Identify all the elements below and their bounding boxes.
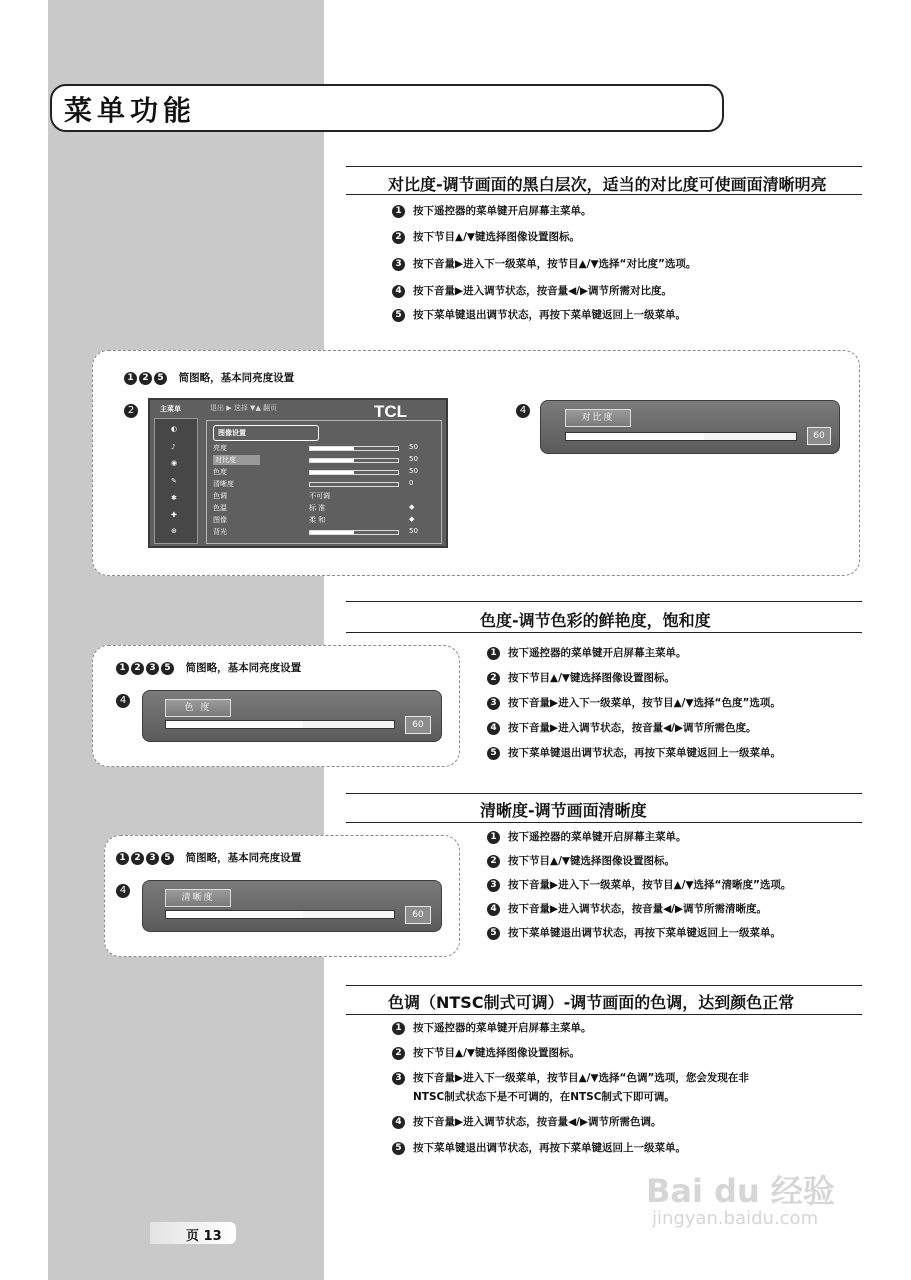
section-rule [346, 166, 862, 167]
tools-icon: ✎ [171, 477, 177, 485]
slider-value: 60 [807, 427, 831, 445]
menu-row [213, 443, 437, 455]
section-rule [346, 822, 862, 823]
panel-step-number: 4 [116, 688, 130, 708]
contrast-panel-caption: 1 2 5 简图略，基本同亮度设置 [124, 370, 294, 385]
menu-row-value: 50 [409, 467, 418, 475]
slider-label: 色 度 [165, 699, 231, 717]
color-step-4: 4 按下音量▶进入调节状态，按音量◀/▶调节所需色度。 [487, 720, 757, 735]
brand-logo: TCL [374, 402, 408, 421]
baidu-watermark-logo: Bai du 经验 [646, 1172, 835, 1210]
menu-row-value: 0 [409, 479, 414, 487]
page-title: 菜单功能 [64, 94, 197, 127]
section-rule [346, 793, 862, 794]
tint-step-3-continued: NTSC制式状态下是不可调的，在NTSC制式下即可调。 [413, 1091, 675, 1103]
menu-icon-column [154, 418, 198, 544]
contrast-step-3: 3 按下音量▶进入下一级菜单，按节目▲/▼选择“对比度”选项。 [392, 256, 696, 271]
color-step-3: 3 按下音量▶进入下一级菜单，按节目▲/▼选择“色度”选项。 [487, 695, 781, 710]
menu-row-option: 标 准 [309, 504, 326, 512]
color-step-1: 1 按下遥控器的菜单键开启屏幕主菜单。 [487, 645, 687, 660]
color-step-5: 5 按下菜单键退出调节状态，再按下菜单键返回上一级菜单。 [487, 745, 781, 760]
sharpness-step-5: 5 按下菜单键退出调节状态，再按下菜单键返回上一级菜单。 [487, 925, 781, 940]
menu-row [213, 491, 437, 503]
color-step-2: 2 按下节目▲/▼键选择图像设置图标。 [487, 670, 675, 685]
menu-content-area [206, 420, 442, 544]
tint-title: 色调（NTSC制式可调）-调节画面的色调，达到颜色正常 [388, 993, 795, 1012]
contrast-step-4: 4 按下音量▶进入调节状态，按音量◀/▶调节所需对比度。 [392, 283, 672, 298]
sound-icon: ♪ [171, 443, 176, 451]
slider-track [165, 910, 395, 919]
sharpness-step-3: 3 按下音量▶进入下一级菜单，按节目▲/▼选择“清晰度”选项。 [487, 877, 791, 892]
slider-track [165, 720, 395, 729]
sharpness-slider-osd [142, 880, 442, 932]
contrast-slider-osd [540, 400, 840, 454]
menu-row-bar [309, 470, 399, 475]
menu-row-option: 不可调 [309, 492, 330, 500]
menu-row-label: 背光 [213, 528, 227, 536]
contrast-title: 对比度-调节画面的黑白层次，适当的对比度可使画面清晰明亮 [388, 175, 827, 194]
panel-step-number: 4 [516, 398, 530, 418]
sharpness-step-1: 1 按下遥控器的菜单键开启屏幕主菜单。 [487, 829, 687, 844]
menu-row [213, 467, 437, 479]
menu-row-value: 50 [409, 443, 418, 451]
menu-row-bar [309, 530, 399, 535]
menu-selected-heading: 图像设置 [213, 425, 319, 441]
clock-icon: ◉ [171, 459, 178, 467]
menu-row [213, 503, 437, 515]
tint-step-3: 3 按下音量▶进入下一级菜单，按节目▲/▼选择“色调”选项，您会发现在非 [392, 1070, 749, 1085]
menu-row-label: 色温 [213, 504, 227, 512]
menu-row-value: 50 [409, 527, 418, 535]
menu-row [213, 479, 437, 491]
slider-fill [166, 721, 303, 728]
slider-value: 60 [405, 906, 431, 924]
sharpness-panel-caption: 1 2 3 5 简图略，基本同亮度设置 [116, 850, 301, 865]
tint-step-4: 4 按下音量▶进入调节状态，按音量◀/▶调节所需色调。 [392, 1114, 662, 1129]
menu-row-label: 清晰度 [213, 480, 234, 488]
menu-row-value: ◆ [409, 515, 415, 523]
menu-row-bar [309, 446, 399, 451]
main-menu-title: 主菜单 [160, 405, 181, 413]
tint-step-1: 1 按下遥控器的菜单键开启屏幕主菜单。 [392, 1020, 592, 1035]
section-rule [346, 601, 862, 602]
menu-row-bar [309, 482, 399, 487]
tint-step-5: 5 按下菜单键退出调节状态，再按下菜单键返回上一级菜单。 [392, 1140, 686, 1155]
contrast-step-1: 1 按下遥控器的菜单键开启屏幕主菜单。 [392, 203, 592, 218]
slider-label: 对比度 [565, 409, 631, 427]
menu-row-label: 亮度 [213, 444, 227, 452]
section-rule [346, 632, 862, 633]
menu-row-value: ◆ [409, 503, 415, 511]
search-icon: ⊕ [171, 527, 177, 535]
slider-value: 60 [405, 716, 431, 734]
menu-row [213, 515, 437, 527]
color-panel-caption: 1 2 3 5 简图略，基本同亮度设置 [116, 660, 301, 675]
sharpness-step-4: 4 按下音量▶进入调节状态，按音量◀/▶调节所需清晰度。 [487, 901, 767, 916]
slider-fill [166, 911, 303, 918]
section-rule [346, 194, 862, 195]
slider-label: 清晰度 [165, 889, 231, 907]
section-rule [346, 1014, 862, 1015]
channel-icon: ✚ [171, 511, 177, 519]
menu-row-label: 图像 [213, 516, 227, 524]
tint-step-2: 2 按下节目▲/▼键选择图像设置图标。 [392, 1045, 580, 1060]
menu-row [213, 455, 437, 467]
menu-rows [213, 443, 437, 539]
color-title: 色度-调节色彩的鲜艳度，饱和度 [480, 611, 711, 630]
menu-row-label: 色调 [213, 492, 227, 500]
contrast-step-5: 5 按下菜单键退出调节状态，再按下菜单键返回上一级菜单。 [392, 307, 686, 322]
panel-step-number: 4 [116, 878, 130, 898]
menu-row-value: 50 [409, 455, 418, 463]
panel-step-number: 2 [124, 398, 138, 418]
menu-row [213, 527, 437, 539]
page-number: 页 13 [186, 1229, 222, 1244]
watermark-url: jingyan.baidu.com [652, 1208, 819, 1229]
section-rule [346, 985, 862, 986]
side-gray-band [48, 0, 324, 1280]
picture-icon: ◐ [171, 425, 178, 433]
menu-row-label: 对比度 [213, 455, 260, 465]
menu-row-label: 色度 [213, 468, 227, 476]
sharpness-title: 清晰度-调节画面清晰度 [480, 801, 647, 820]
slider-track [565, 432, 797, 441]
menu-breadcrumb: 退出 ▶ 选择 ▼▲ 翻页 [210, 404, 278, 412]
setup-icon: ✱ [171, 494, 177, 502]
menu-row-bar [309, 458, 399, 463]
menu-row-option: 柔 和 [309, 516, 326, 524]
tv-main-menu-screen [148, 398, 448, 548]
slider-fill [566, 433, 704, 440]
color-slider-osd [142, 690, 442, 742]
contrast-step-2: 2 按下节目▲/▼键选择图像设置图标。 [392, 229, 580, 244]
sharpness-step-2: 2 按下节目▲/▼键选择图像设置图标。 [487, 853, 675, 868]
